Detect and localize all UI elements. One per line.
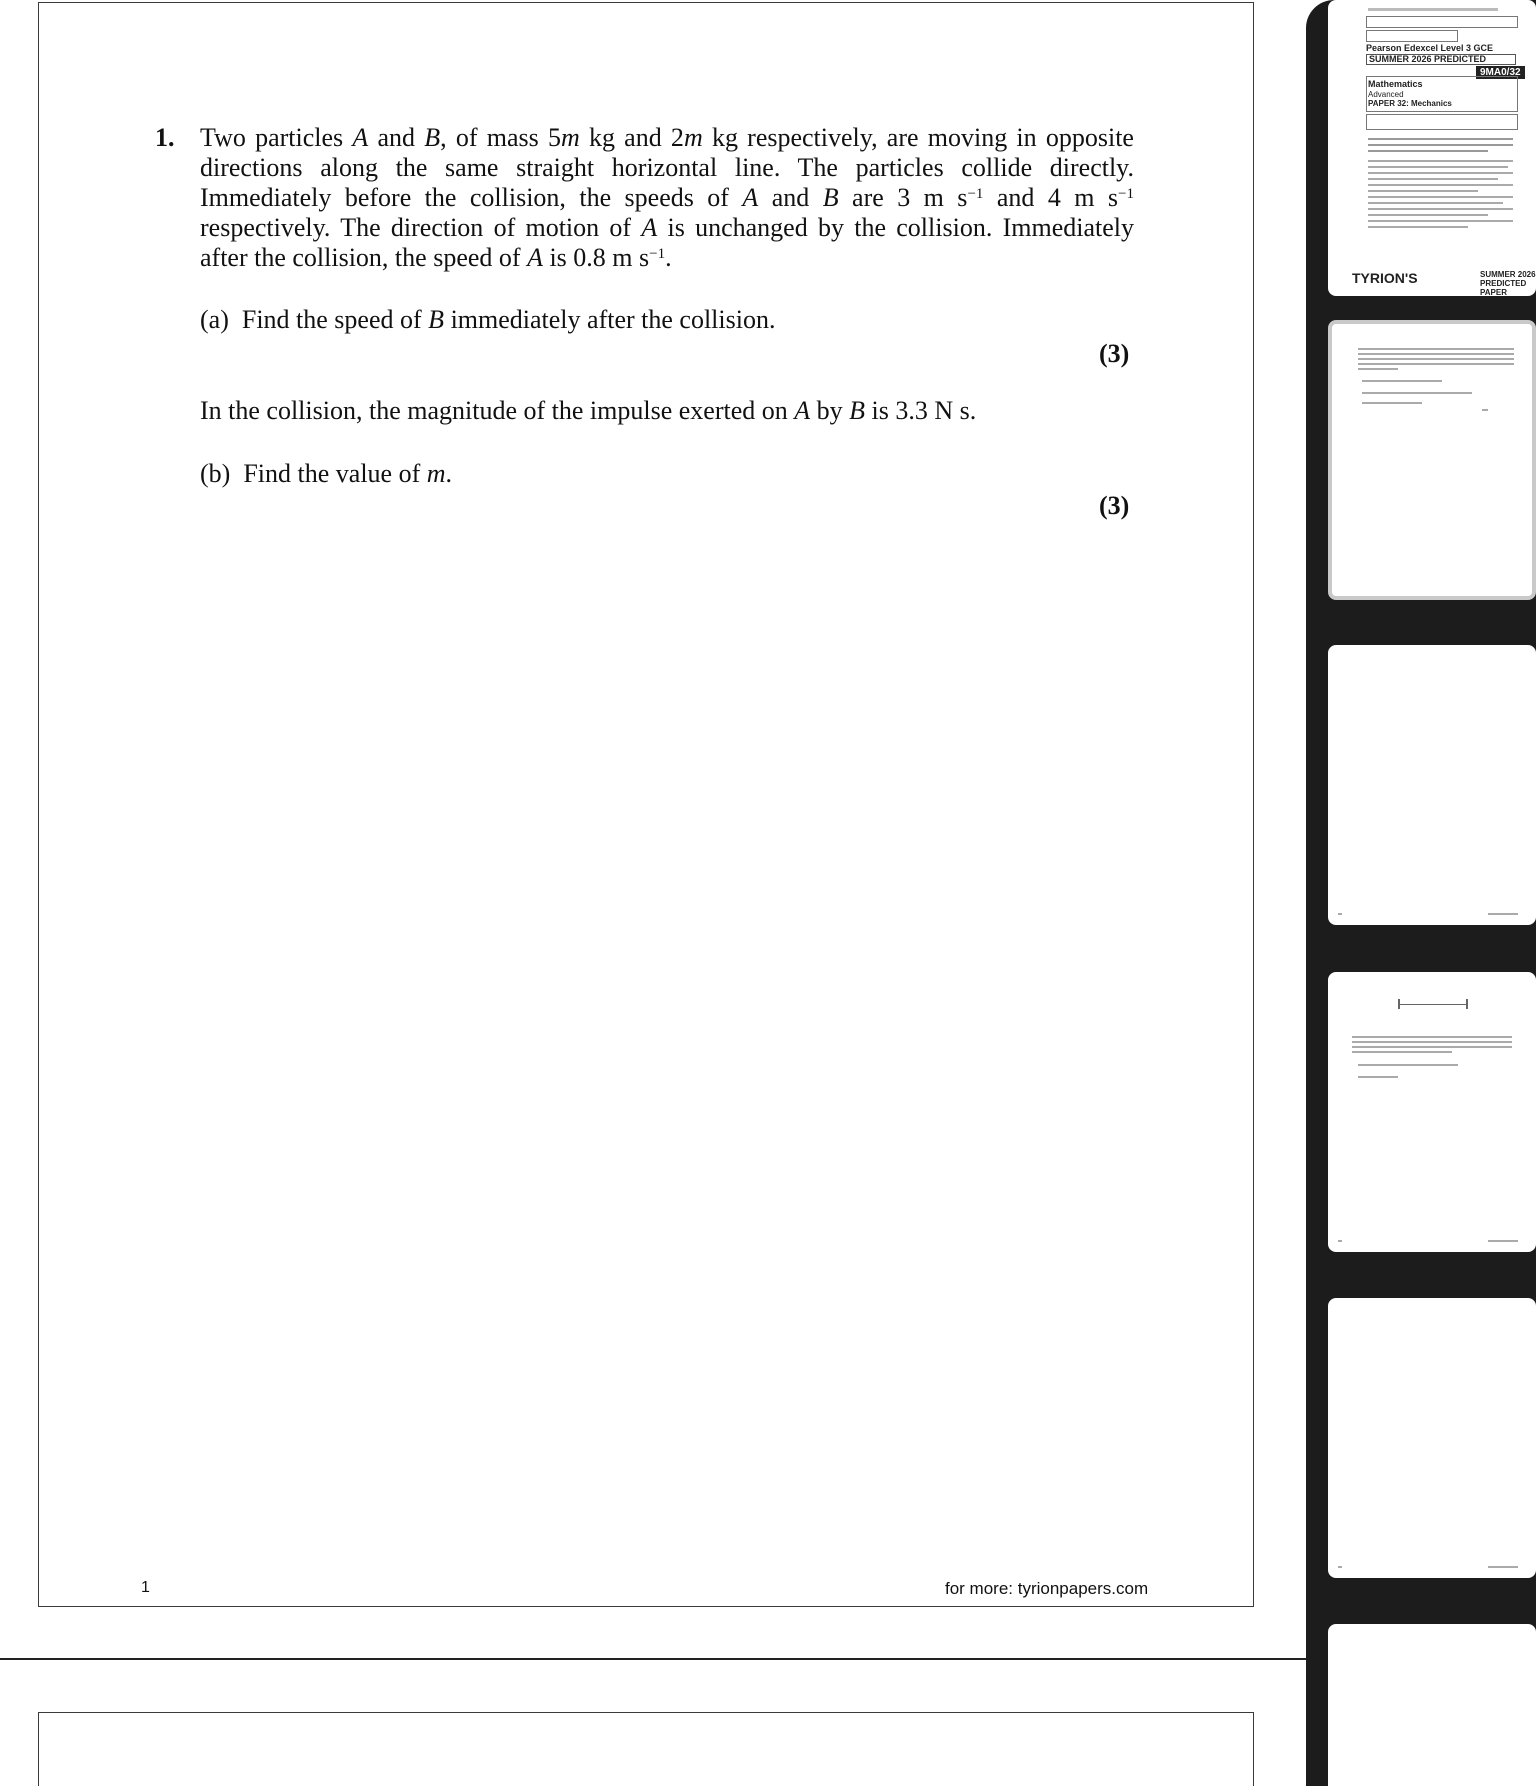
thumbnail-page-4[interactable] [1328, 1298, 1536, 1578]
cover-subject: Mathematics [1368, 79, 1423, 89]
impulse-statement: In the collision, the magnitude of the impulse exerted on A by B is 3.3 N s. [200, 396, 977, 425]
part-a: (a) Find the speed of B immediately after the collision. [200, 305, 776, 334]
thumbnail-page-1[interactable] [1328, 320, 1536, 600]
part-b: (b) Find the value of m. [200, 459, 453, 488]
cover-level: Advanced [1368, 90, 1404, 99]
thumbnail-cover[interactable] [1328, 0, 1536, 296]
thumbnail-sidebar[interactable] [1306, 0, 1536, 1786]
part-a-marks: (3) [1099, 339, 1130, 368]
cover-paper: PAPER 32: Mechanics [1368, 99, 1452, 108]
page-separator [0, 1658, 1306, 1660]
cover-title: Pearson Edexcel Level 3 GCE [1366, 43, 1494, 53]
thumbnail-page-5[interactable] [1328, 1624, 1536, 1786]
cover-session: SUMMER 2026 PREDICTED [1366, 54, 1516, 65]
thumbnail-page-3[interactable] [1328, 972, 1536, 1252]
thumbnail-page-2[interactable] [1328, 645, 1536, 925]
cover-brand-sub: SUMMER 2026 PREDICTED PAPER [1480, 270, 1536, 296]
document-page-2 [38, 1712, 1254, 1786]
footer-link[interactable]: for more: tyrionpapers.com [945, 1579, 1149, 1598]
question-text: Two particles A and B, of mass 5m kg and 2m kg respectively, are moving in opposite directions along the same straight horizontal line. The particles collide directly. Immediately before the collision, the speeds of A and B are 3 m $s^{-1}$ and 4 m $s^{-1}$ respectively. The direction of motion of A is unchanged by the collision. Immediately after the collision, the speed of A is 0.8 m $s^{-1}$. [200, 123, 1134, 272]
cover-brand: TYRION'S [1352, 270, 1418, 286]
question-number: 1. [155, 123, 175, 152]
document-page-1 [38, 2, 1254, 1607]
cover-code: 9MA0/32 [1476, 66, 1525, 79]
page-number: 1 [141, 1579, 150, 1596]
part-b-marks: (3) [1099, 491, 1130, 520]
